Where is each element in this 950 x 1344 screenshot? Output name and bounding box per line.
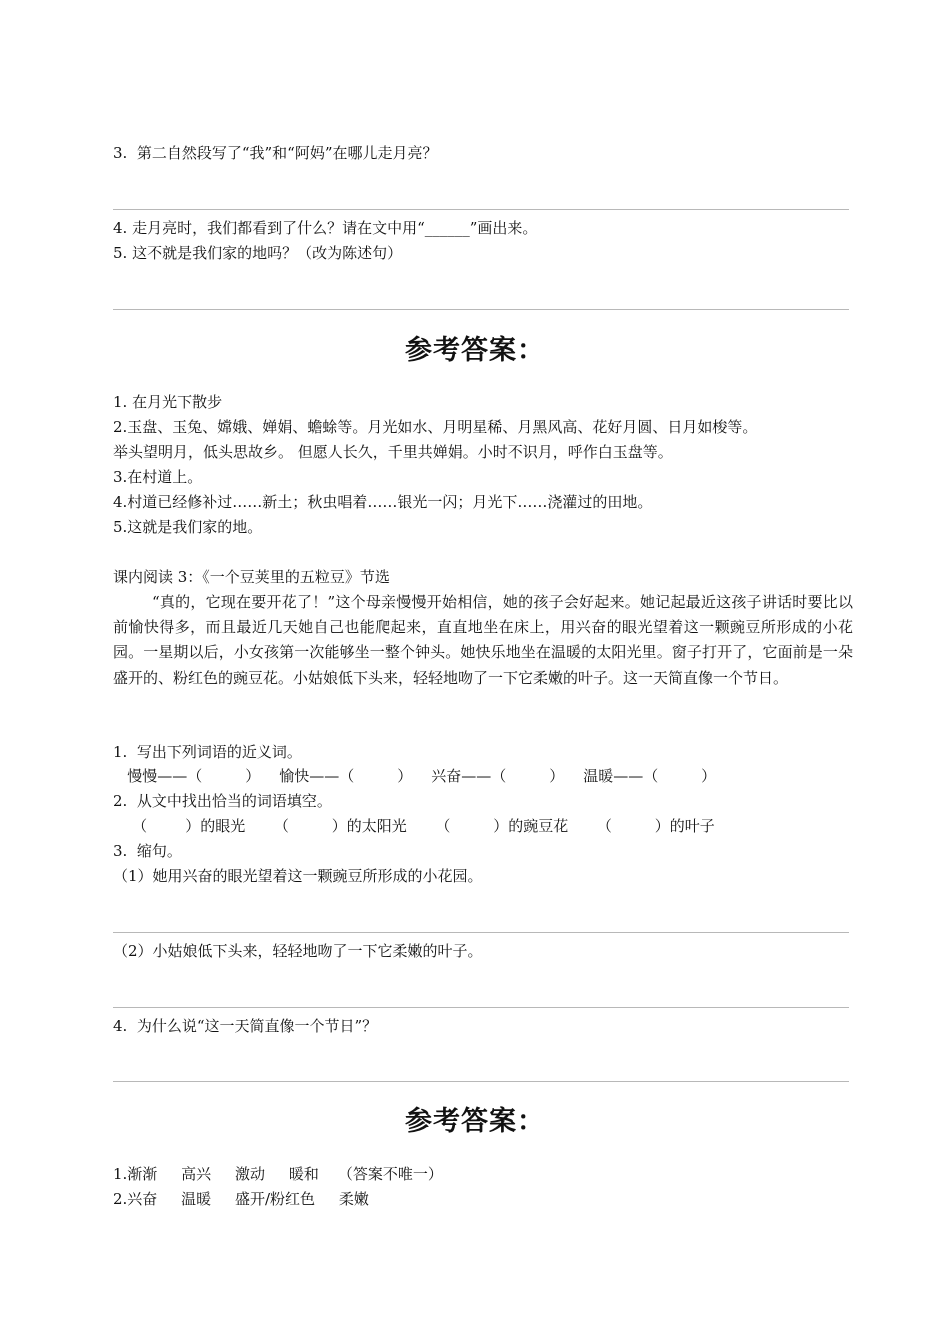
reading-question-1: 1. 写出下列词语的近义词。 (113, 743, 302, 761)
answer-line (113, 209, 849, 210)
sentence-shorten-1: （1）她用兴奋的眼光望着这一颗豌豆所形成的小花园。 (113, 867, 483, 885)
reading-question-3: 3. 缩句。 (113, 842, 182, 860)
answer-2-1: 1.渐渐 高兴 激动 暖和 （答案不唯一） (113, 1165, 443, 1183)
synonym-blanks: 慢慢——（ ） 愉快——（ ） 兴奋——（ ） 温暖——（ ） (113, 767, 717, 785)
answer-4: 4.村道已经修补过……新土；秋虫唱着……银光一闪；月光下……浇灌过的田地。 (113, 493, 653, 511)
answer-2-line-1: 2.玉盘、玉兔、嫦娥、婵娟、蟾蜍等。月光如水、月明星稀、月黑风高、花好月圆、日月如梭等。 (113, 418, 758, 436)
answer-line (113, 1007, 849, 1008)
question-5: 5. 这不就是我们家的地吗？（改为陈述句） (113, 244, 403, 262)
answer-2-2: 2.兴奋 温暖 盛开/粉红色 柔嫩 (113, 1190, 369, 1208)
answer-line (113, 309, 849, 310)
answer-line (113, 1081, 849, 1082)
fill-in-blanks: （ ）的眼光 （ ）的太阳光 （ ）的豌豆花 （ ）的叶子 (113, 817, 715, 835)
answer-line (113, 932, 849, 933)
answer-2-line-2: 举头望明月，低头思故乡。 但愿人长久，千里共婵娟。小时不识月，呼作白玉盘等。 (113, 443, 673, 461)
reading-question-4: 4. 为什么说“这一天简直像一个节日”？ (113, 1017, 378, 1035)
question-3: 3. 第二自然段写了“我”和“阿妈”在哪儿走月亮？ (113, 144, 438, 162)
answer-1: 1. 在月光下散步 (113, 393, 223, 411)
question-4: 4. 走月亮时，我们都看到了什么？请在文中用“______”画出来。 (113, 219, 538, 237)
reading-title: 课内阅读 3：《一个豆荚里的五粒豆》节选 (113, 568, 390, 586)
reading-passage: “真的，它现在要开花了！”这个母亲慢慢开始相信，她的孩子会好起来。她记起最近这孩子讲话时要比以前愉快得多，而且最近几天她自己也能爬起来，直直地坐在床上，用兴奋的眼光望着这一颗豌豆所形成的小花园。一星期以后，小女孩第一次能够坐一整个钟头。她快乐地坐在温暖的太阳光里。窗子打开了，它面前是一朵盛开的、粉红色的豌豆花。小姑娘低下头来，轻轻地吻了一下它柔嫩的叶子。这一天简直像一个节日。 (113, 593, 853, 687)
answers-heading: 参考答案： (405, 335, 545, 366)
answers-heading-2: 参考答案： (405, 1106, 545, 1137)
answer-3: 3.在村道上。 (113, 468, 203, 486)
reading-question-2: 2. 从文中找出恰当的词语填空。 (113, 792, 332, 810)
answer-5: 5.这就是我们家的地。 (113, 518, 263, 536)
sentence-shorten-2: （2）小姑娘低下头来，轻轻地吻了一下它柔嫩的叶子。 (113, 942, 483, 960)
